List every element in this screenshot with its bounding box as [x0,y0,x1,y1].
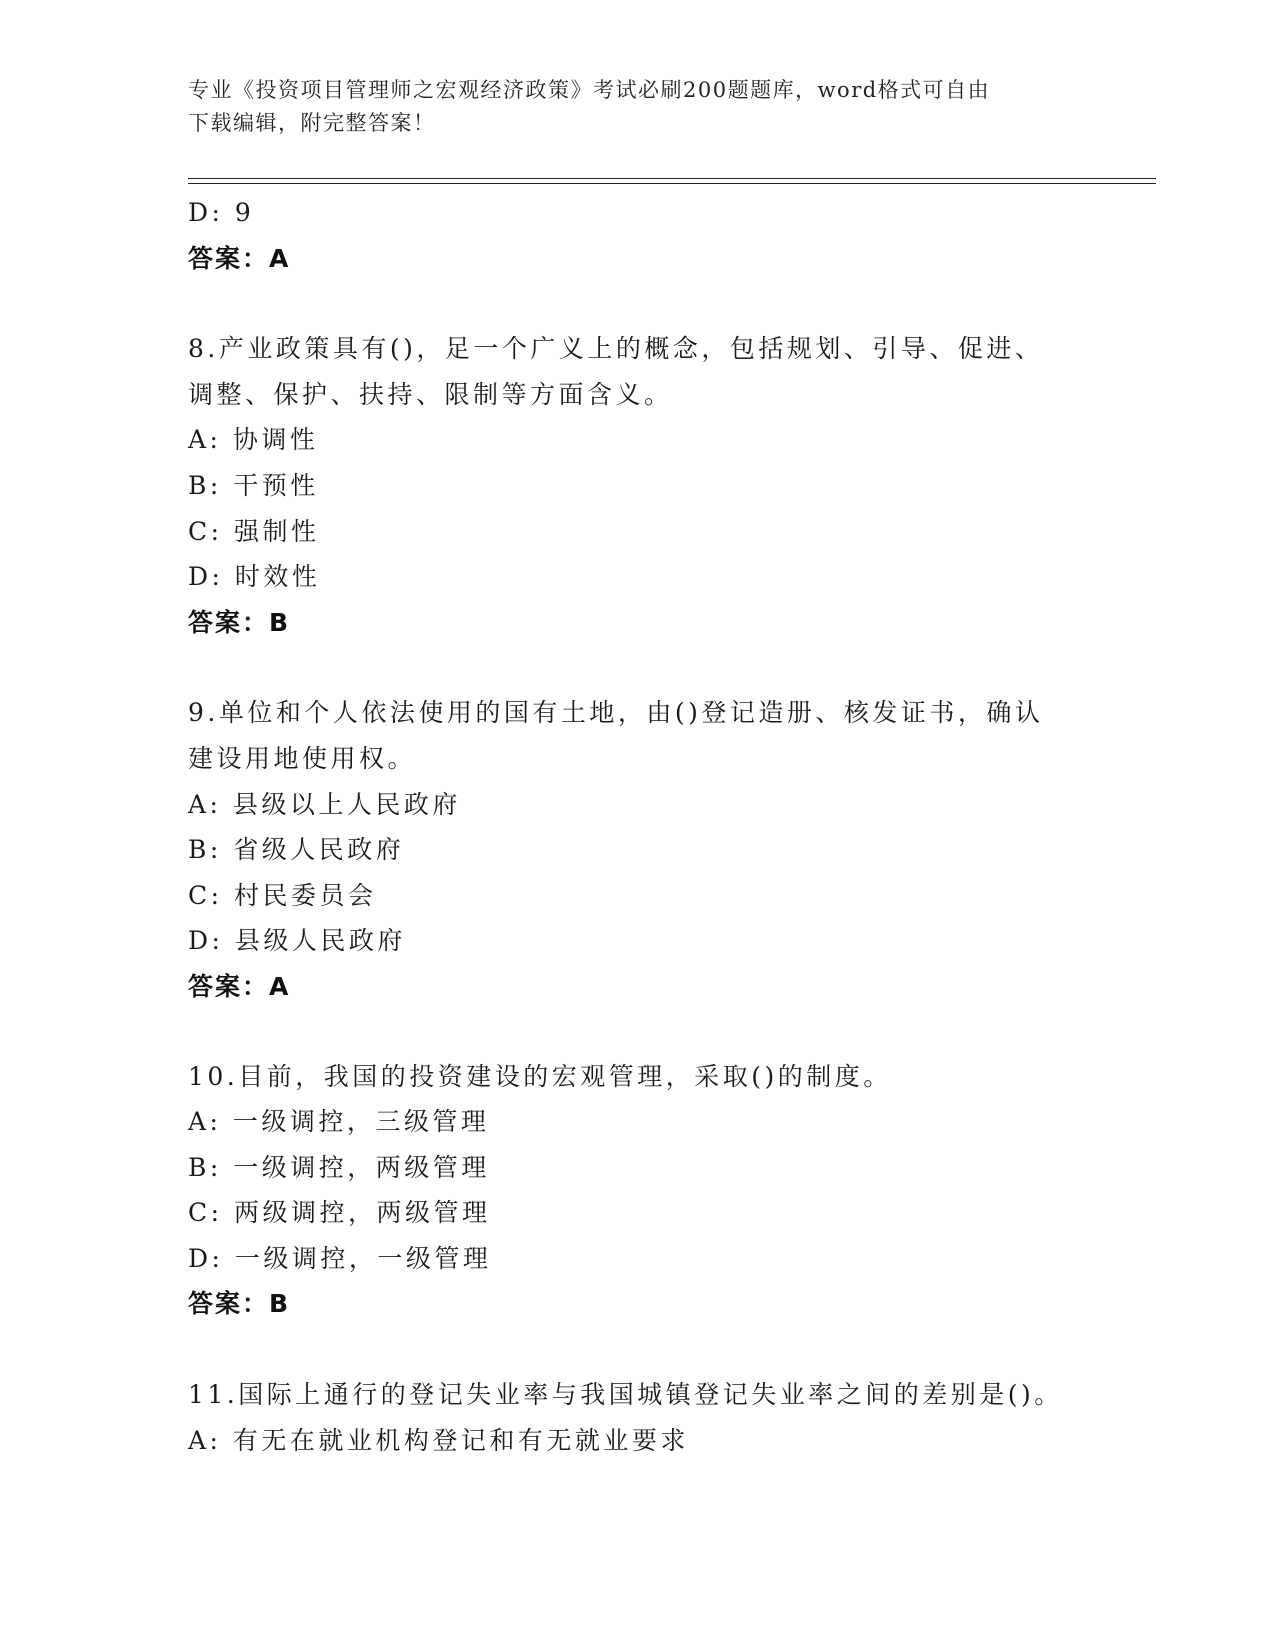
question-stem: 调整、保护、扶持、限制等方面含义。 [188,379,673,409]
option-b: B: 一级调控，两级管理 [188,1152,490,1182]
header-divider-top [188,178,1156,179]
answer: 答案：A [188,243,291,273]
option-d: D: 县级人民政府 [188,926,406,956]
header-title-line1: 专业《投资项目管理师之宏观经济政策》考试必刷200题题库，word格式可自由 [188,78,991,102]
option-a: A: 有无在就业机构登记和有无就业要求 [188,1425,689,1455]
question-stem: 11.国际上通行的登记失业率与我国城镇登记失业率之间的差别是()。 [188,1380,1063,1410]
option-d: D: 9 [188,198,255,227]
option-c: C: 两级调控，两级管理 [188,1198,491,1228]
answer: 答案：B [188,1289,291,1319]
question-content [188,190,1088,1463]
question-stem: 建设用地使用权。 [188,743,417,773]
question-stem: 10.目前，我国的投资建设的宏观管理，采取()的制度。 [188,1061,892,1091]
question-stem: 8.产业政策具有()，足一个广义上的概念，包括规划、引导、促进、 [188,334,1044,364]
option-a: A: 一级调控，三级管理 [188,1107,490,1137]
page-header [188,74,1088,140]
answer: 答案：A [188,971,291,1001]
option-a: A: 协调性 [188,425,319,455]
option-a: A: 县级以上人民政府 [188,789,461,819]
option-c: C: 村民委员会 [188,880,377,910]
option-b: B: 干预性 [188,470,319,500]
question-8 [188,326,1088,645]
option-c: C: 强制性 [188,516,320,546]
header-title-line2: 下载编辑，附完整答案！ [188,111,436,135]
question-stem: 9.单位和个人依法使用的国有土地，由()登记造册、核发证书，确认 [188,698,1044,728]
question-10 [188,1054,1088,1328]
option-d: D: 时效性 [188,562,321,592]
header-divider-bottom [188,183,1156,184]
question-11 [188,1372,1088,1463]
option-b: B: 省级人民政府 [188,835,405,865]
option-d: D: 一级调控，一级管理 [188,1243,492,1273]
answer: 答案：B [188,607,291,637]
question-9 [188,690,1088,1009]
